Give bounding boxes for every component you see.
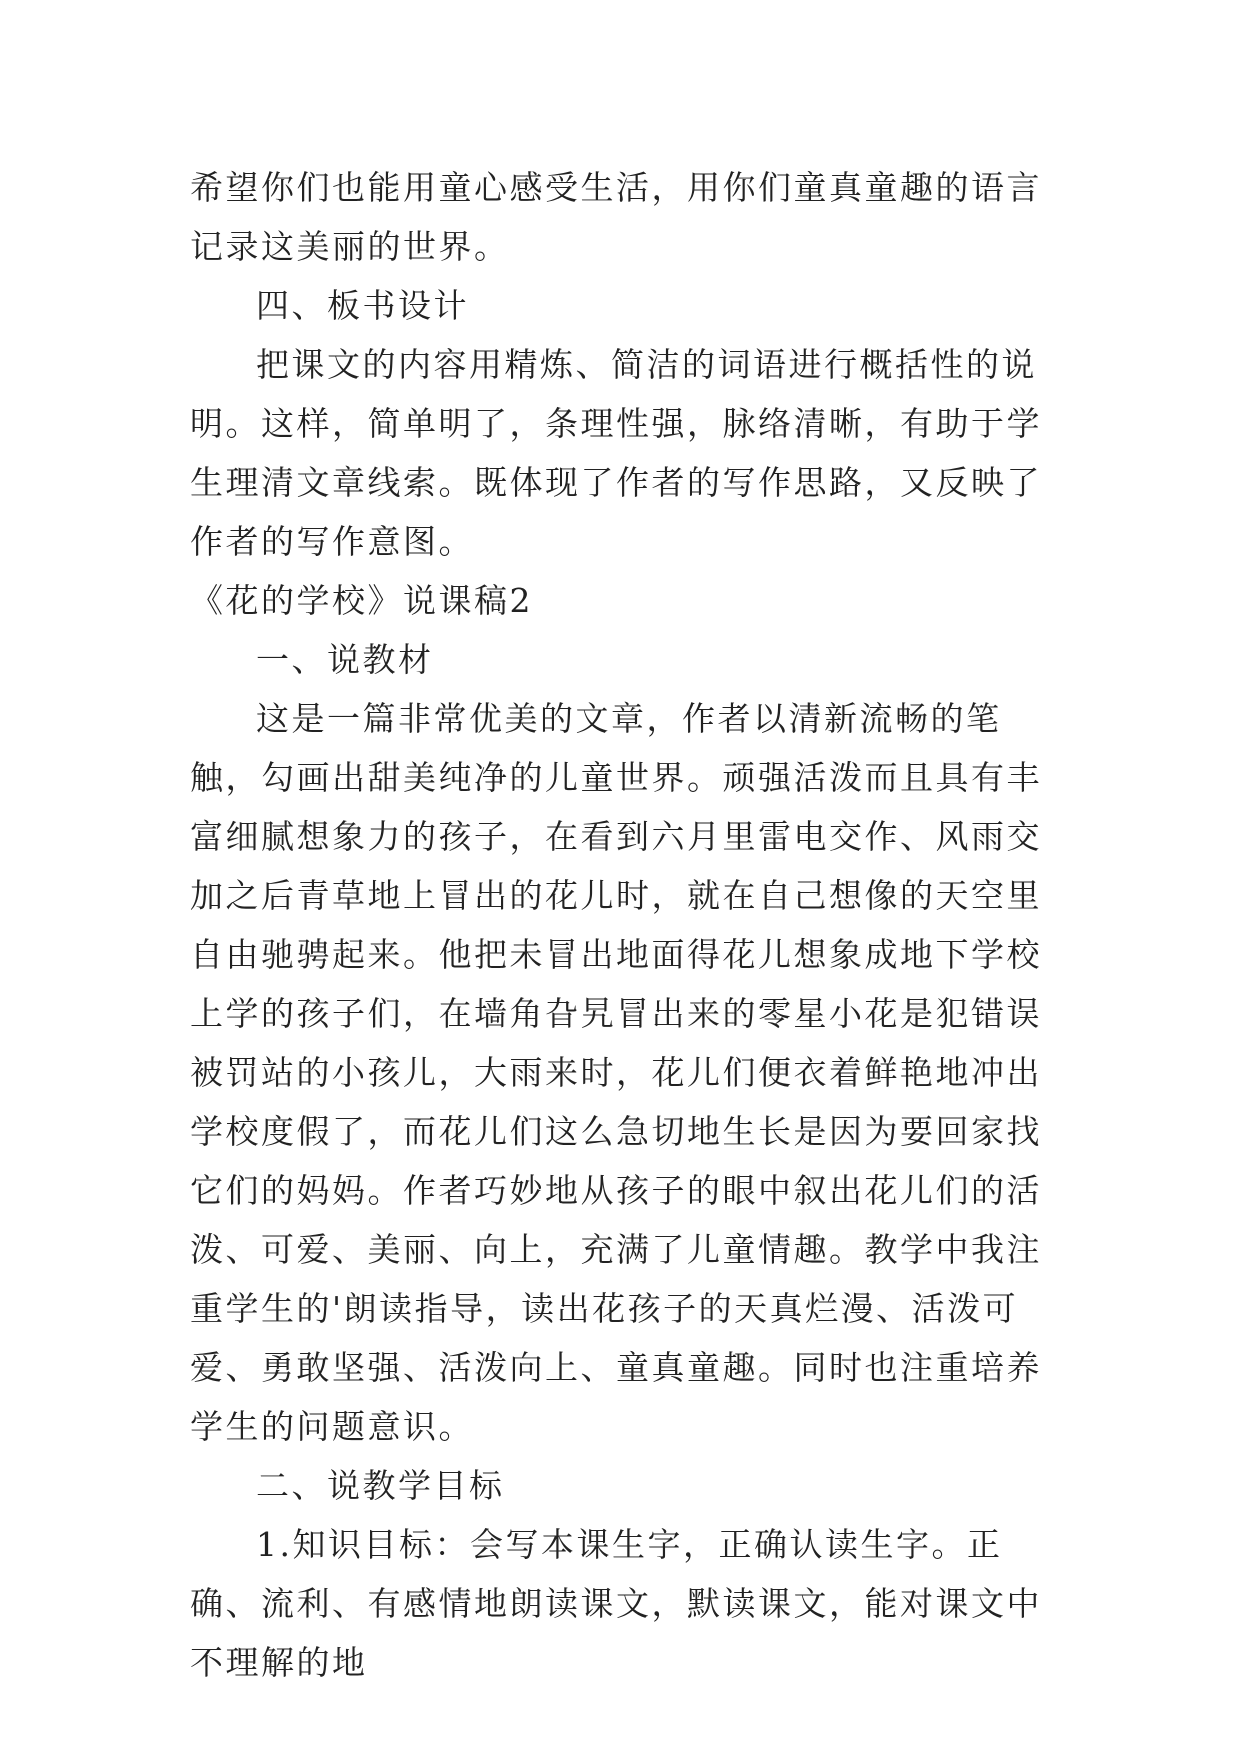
paragraph-closing: 希望你们也能用童心感受生活，用你们童真童趣的语言记录这美丽的世界。 [190,168,1042,266]
paragraph-blackboard-design: 把课文的内容用精炼、简洁的词语进行概括性的说明。这样，简单明了，条理性强，脉络清晰，有助于学生理清文章线索。既体现了作者的写作思路，又反映了作者的写作意图。 [190,345,1042,561]
paragraph-knowledge-goal: 1.知识目标：会写本课生字，正确认读生字。正确、流利、有感情地朗读课文，默读课文，能对课文中不理解的地 [190,1525,1042,1682]
section-heading-textbook: 一、说教材 [256,640,434,679]
document-body [190,158,1050,1692]
document-title: 《花的学校》说课稿2 [190,581,533,620]
paragraph-textbook: 这是一篇非常优美的文章，作者以清新流畅的笔触，勾画出甜美纯净的儿童世界。顽强活泼而且具有丰富细腻想象力的孩子，在看到六月里雷电交作、风雨交加之后青草地上冒出的花儿时，就在自己想像的天空里自由驰骋起来。他把未冒出地面得花儿想象成地下学校上学的孩子们，在墙角旮旯冒出来的零星小花是犯错误被罚站的小孩儿，大雨来时，花儿们便衣着鲜艳地冲出学校度假了，而花儿们这么急切地生长是因为要回家找它们的妈妈。作者巧妙地从孩子的眼中叙出花儿们的活泼、可爱、美丽、向上，充满了儿童情趣。教学中我注重学生的'朗读指导，读出花孩子的天真烂漫、活泼可爱、勇敢坚强、活泼向上、童真童趣。同时也注重培养学生的问题意识。 [190,699,1042,1446]
section-heading-blackboard-design: 四、板书设计 [256,286,469,325]
section-heading-teaching-goals: 二、说教学目标 [256,1466,505,1505]
